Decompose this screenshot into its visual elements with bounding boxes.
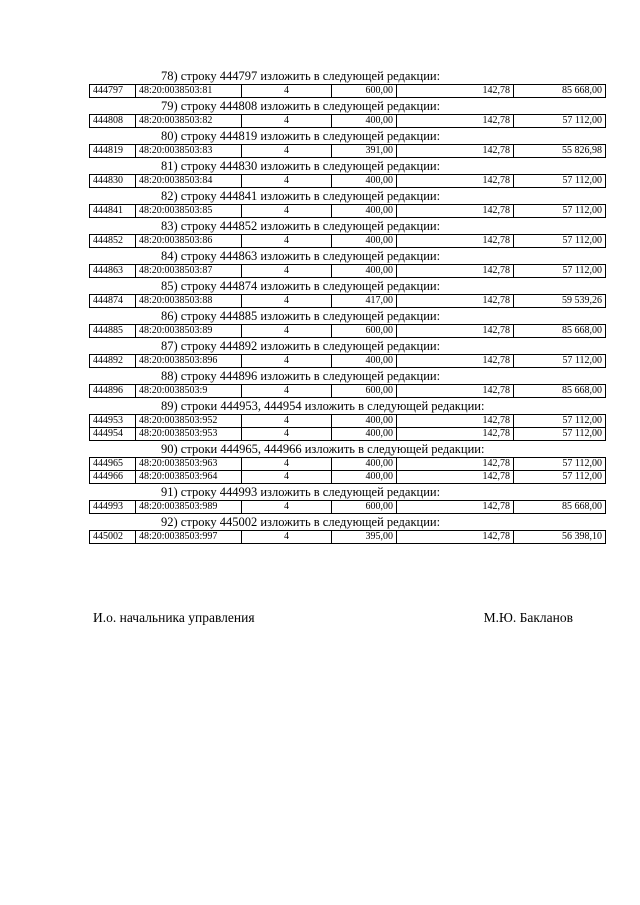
amount-cell: 59 539,26: [514, 295, 606, 308]
table-row: [90, 355, 606, 368]
amount-cell: 57 112,00: [514, 205, 606, 218]
row-number-cell: 444830: [90, 175, 136, 188]
category-cell: 4: [242, 265, 332, 278]
table-row: [90, 385, 606, 398]
amendment-table: [89, 354, 606, 368]
category-cell: 4: [242, 415, 332, 428]
amendment-list: [89, 68, 605, 544]
section-heading: 84) строку 444863 изложить в следующей редакции:: [161, 249, 441, 263]
section-heading: 80) строку 444819 изложить в следующей редакции:: [161, 129, 441, 143]
table-row: [90, 295, 606, 308]
rate-cell: 142,78: [397, 428, 514, 441]
rate-cell: 142,78: [397, 205, 514, 218]
rate-cell: 142,78: [397, 385, 514, 398]
amendment-table: [89, 500, 606, 514]
category-cell: 4: [242, 471, 332, 484]
section-heading: 79) строку 444808 изложить в следующей редакции:: [161, 99, 441, 113]
amount-cell: 57 112,00: [514, 265, 606, 278]
amendment-table: [89, 324, 606, 338]
amendment-table: [89, 457, 606, 484]
area-cell: 400,00: [332, 115, 397, 128]
area-cell: 400,00: [332, 428, 397, 441]
cadastral-number-cell: 48:20:0038503:84: [136, 175, 242, 188]
signatory-name: М.Ю. Бакланов: [483, 610, 573, 625]
section-heading: 82) строку 444841 изложить в следующей редакции:: [161, 189, 441, 203]
cadastral-number-cell: 48:20:0038503:953: [136, 428, 242, 441]
amount-cell: 85 668,00: [514, 325, 606, 338]
area-cell: 400,00: [332, 471, 397, 484]
table-row: [90, 458, 606, 471]
amount-cell: 85 668,00: [514, 501, 606, 514]
cadastral-number-cell: 48:20:0038503:82: [136, 115, 242, 128]
table-row: [90, 85, 606, 98]
table-row: [90, 325, 606, 338]
amendment-table: [89, 384, 606, 398]
area-cell: 417,00: [332, 295, 397, 308]
rate-cell: 142,78: [397, 235, 514, 248]
section-heading: 89) строки 444953, 444954 изложить в следующей редакции:: [161, 399, 485, 413]
amount-cell: 57 112,00: [514, 471, 606, 484]
row-number-cell: 444852: [90, 235, 136, 248]
area-cell: 400,00: [332, 235, 397, 248]
cadastral-number-cell: 48:20:0038503:964: [136, 471, 242, 484]
amendment-table: [89, 114, 606, 128]
amount-cell: 57 112,00: [514, 115, 606, 128]
area-cell: 400,00: [332, 458, 397, 471]
table-row: [90, 501, 606, 514]
amount-cell: 57 112,00: [514, 428, 606, 441]
section-heading: 86) строку 444885 изложить в следующей редакции:: [161, 309, 441, 323]
amendment-table: [89, 174, 606, 188]
section-heading: 83) строку 444852 изложить в следующей редакции:: [161, 219, 441, 233]
cadastral-number-cell: 48:20:0038503:9: [136, 385, 242, 398]
row-number-cell: 444965: [90, 458, 136, 471]
amendment-table: [89, 144, 606, 158]
area-cell: 400,00: [332, 415, 397, 428]
category-cell: 4: [242, 325, 332, 338]
amendment-table: [89, 414, 606, 441]
row-number-cell: 444841: [90, 205, 136, 218]
rate-cell: 142,78: [397, 85, 514, 98]
cadastral-number-cell: 48:20:0038503:88: [136, 295, 242, 308]
area-cell: 600,00: [332, 325, 397, 338]
cadastral-number-cell: 48:20:0038503:896: [136, 355, 242, 368]
section-heading: 78) строку 444797 изложить в следующей редакции:: [161, 69, 441, 83]
amount-cell: 56 398,10: [514, 531, 606, 544]
row-number-cell: 444896: [90, 385, 136, 398]
rate-cell: 142,78: [397, 295, 514, 308]
section-heading: 92) строку 445002 изложить в следующей редакции:: [161, 515, 441, 529]
rate-cell: 142,78: [397, 115, 514, 128]
table-row: [90, 265, 606, 278]
row-number-cell: 444863: [90, 265, 136, 278]
table-row: [90, 145, 606, 158]
category-cell: 4: [242, 501, 332, 514]
row-number-cell: 444885: [90, 325, 136, 338]
area-cell: 600,00: [332, 385, 397, 398]
rate-cell: 142,78: [397, 145, 514, 158]
category-cell: 4: [242, 531, 332, 544]
area-cell: 391,00: [332, 145, 397, 158]
row-number-cell: 444797: [90, 85, 136, 98]
category-cell: 4: [242, 428, 332, 441]
row-number-cell: 444874: [90, 295, 136, 308]
rate-cell: 142,78: [397, 415, 514, 428]
cadastral-number-cell: 48:20:0038503:952: [136, 415, 242, 428]
cadastral-number-cell: 48:20:0038503:89: [136, 325, 242, 338]
row-number-cell: 444808: [90, 115, 136, 128]
category-cell: 4: [242, 175, 332, 188]
cadastral-number-cell: 48:20:0038503:963: [136, 458, 242, 471]
rate-cell: 142,78: [397, 501, 514, 514]
category-cell: 4: [242, 205, 332, 218]
category-cell: 4: [242, 235, 332, 248]
amendment-table: [89, 264, 606, 278]
amount-cell: 57 112,00: [514, 355, 606, 368]
row-number-cell: 444954: [90, 428, 136, 441]
table-row: [90, 471, 606, 484]
row-number-cell: 445002: [90, 531, 136, 544]
area-cell: 400,00: [332, 205, 397, 218]
amount-cell: 57 112,00: [514, 235, 606, 248]
amount-cell: 85 668,00: [514, 85, 606, 98]
area-cell: 400,00: [332, 355, 397, 368]
cadastral-number-cell: 48:20:0038503:83: [136, 145, 242, 158]
table-row: [90, 235, 606, 248]
amount-cell: 85 668,00: [514, 385, 606, 398]
cadastral-number-cell: 48:20:0038503:86: [136, 235, 242, 248]
amendment-table: [89, 204, 606, 218]
category-cell: 4: [242, 295, 332, 308]
rate-cell: 142,78: [397, 355, 514, 368]
rate-cell: 142,78: [397, 175, 514, 188]
signature-block: [93, 610, 573, 628]
cadastral-number-cell: 48:20:0038503:81: [136, 85, 242, 98]
area-cell: 400,00: [332, 175, 397, 188]
area-cell: 395,00: [332, 531, 397, 544]
section-heading: 88) строку 444896 изложить в следующей редакции:: [161, 369, 441, 383]
section-heading: 81) строку 444830 изложить в следующей редакции:: [161, 159, 441, 173]
rate-cell: 142,78: [397, 265, 514, 278]
section-heading: 87) строку 444892 изложить в следующей редакции:: [161, 339, 441, 353]
category-cell: 4: [242, 385, 332, 398]
amendment-table: [89, 234, 606, 248]
row-number-cell: 444993: [90, 501, 136, 514]
category-cell: 4: [242, 115, 332, 128]
row-number-cell: 444819: [90, 145, 136, 158]
rate-cell: 142,78: [397, 325, 514, 338]
cadastral-number-cell: 48:20:0038503:989: [136, 501, 242, 514]
row-number-cell: 444966: [90, 471, 136, 484]
section-heading: 90) строки 444965, 444966 изложить в следующей редакции:: [161, 442, 485, 456]
category-cell: 4: [242, 85, 332, 98]
amount-cell: 57 112,00: [514, 458, 606, 471]
amount-cell: 55 826,98: [514, 145, 606, 158]
category-cell: 4: [242, 355, 332, 368]
area-cell: 600,00: [332, 501, 397, 514]
signatory-title: И.о. начальника управления: [93, 610, 255, 625]
rate-cell: 142,78: [397, 471, 514, 484]
cadastral-number-cell: 48:20:0038503:87: [136, 265, 242, 278]
table-row: [90, 115, 606, 128]
table-row: [90, 175, 606, 188]
amount-cell: 57 112,00: [514, 175, 606, 188]
table-row: [90, 205, 606, 218]
rate-cell: 142,78: [397, 531, 514, 544]
row-number-cell: 444953: [90, 415, 136, 428]
rate-cell: 142,78: [397, 458, 514, 471]
section-heading: 85) строку 444874 изложить в следующей редакции:: [161, 279, 441, 293]
amount-cell: 57 112,00: [514, 415, 606, 428]
amendment-table: [89, 530, 606, 544]
category-cell: 4: [242, 458, 332, 471]
amendment-table: [89, 84, 606, 98]
cadastral-number-cell: 48:20:0038503:997: [136, 531, 242, 544]
table-row: [90, 428, 606, 441]
area-cell: 600,00: [332, 85, 397, 98]
cadastral-number-cell: 48:20:0038503:85: [136, 205, 242, 218]
amendment-table: [89, 294, 606, 308]
table-row: [90, 531, 606, 544]
area-cell: 400,00: [332, 265, 397, 278]
section-heading: 91) строку 444993 изложить в следующей редакции:: [161, 485, 441, 499]
table-row: [90, 415, 606, 428]
category-cell: 4: [242, 145, 332, 158]
row-number-cell: 444892: [90, 355, 136, 368]
